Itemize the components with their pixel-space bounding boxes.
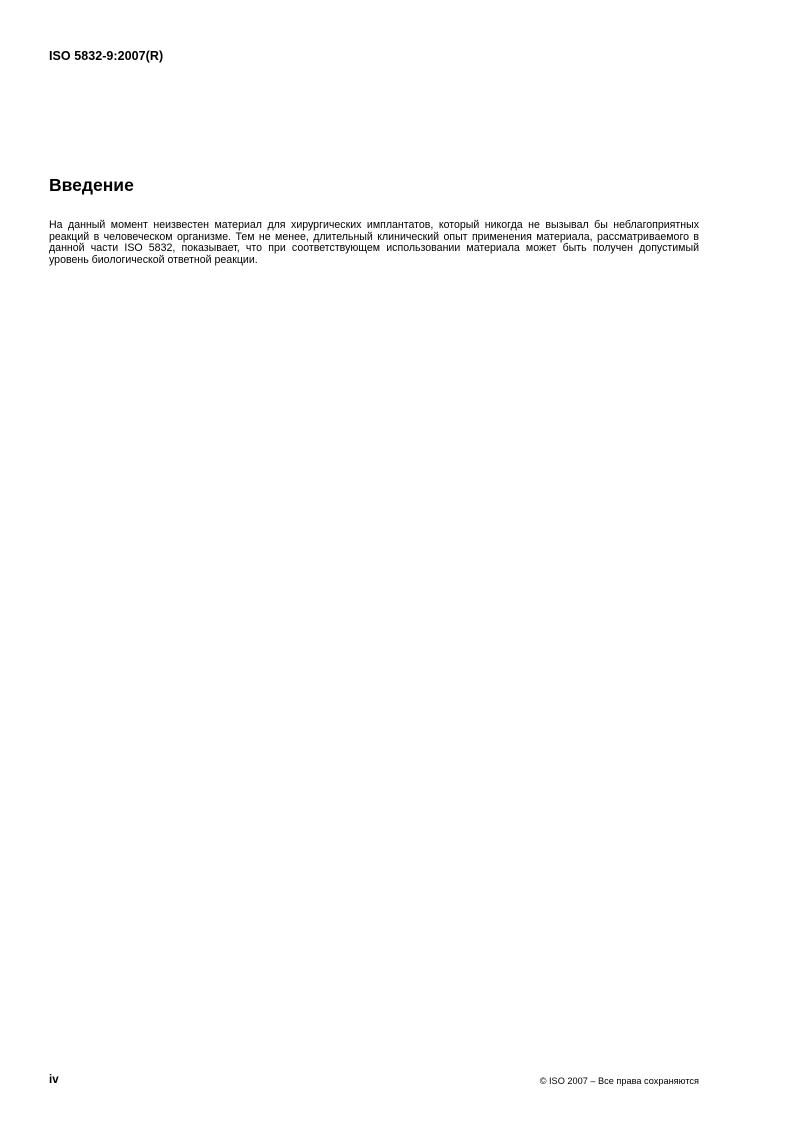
section-title: Введение bbox=[49, 175, 134, 195]
document-id: ISO 5832-9:2007(R) bbox=[49, 49, 164, 63]
page-number: iv bbox=[49, 1074, 59, 1086]
introduction-paragraph: На данный момент неизвестен материал для хирургических имплантатов, который никогда не вызывал бы неблагоприятных реакций в человеческом организме. Тем не менее, длительный клинический опыт применения материала, рассматриваемого в данной части ISO 5832, показывает, что при соответствующем использовании материала может быть получен допустимый уровень биологической ответной реакции. bbox=[49, 219, 699, 266]
copyright-notice: © ISO 2007 – Все права сохраняются bbox=[539, 1076, 699, 1086]
